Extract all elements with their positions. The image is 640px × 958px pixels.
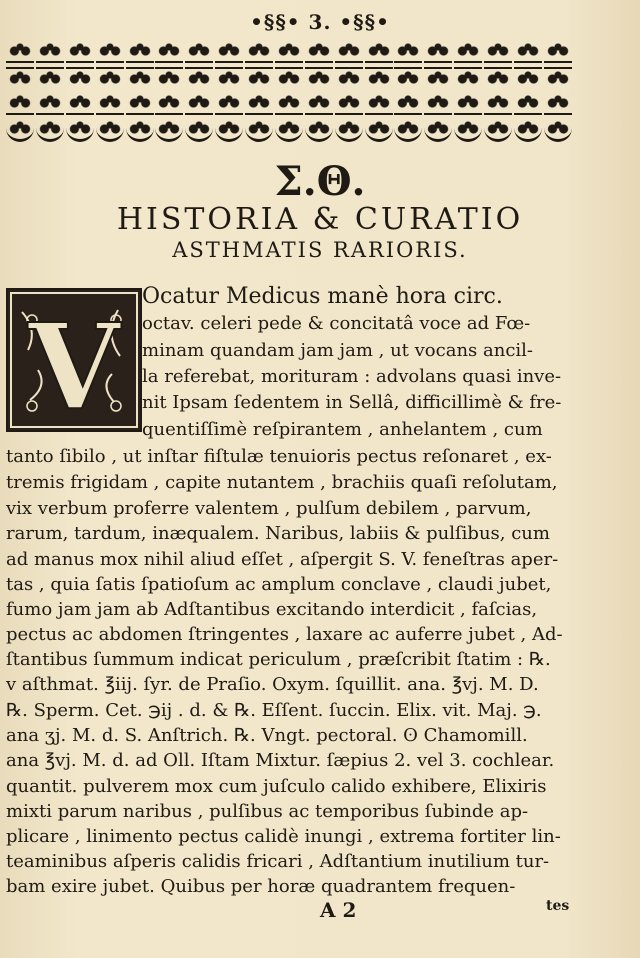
text-line: ad manus mox nihil aliud eſſet , aſpergit S. V. feneſtras aper- [6, 549, 559, 570]
text-line: Ocatur Medicus manè hora circ. [142, 284, 503, 309]
text-line: nit Ipsam ſedentem in Sellâ, difficillimè & fre- [142, 392, 562, 413]
decorated-initial [6, 288, 142, 432]
text-line: tanto ſibilo , ut inſtar fiſtulæ tenuioris pectus reſonaret , ex- [6, 446, 552, 467]
text-line: mixti parum naribus , pulſibus ac temporibus ſubinde ap- [6, 801, 529, 822]
text-line: plicare , linimento pectus calidè inungi , extrema fortiter lin- [6, 826, 561, 847]
text-line: ℞. Sperm. Cet. ℈ij . d. & ℞. Eſſent. ſuccin. Elix. vit. Maj. ℈. [6, 700, 542, 721]
page-number: •§§• 3. •§§• [250, 10, 390, 34]
drop-cap-letter: V [28, 297, 120, 430]
text-line: quantit. pulverem mox cum juſculo calido exhibere, Elixiris [6, 776, 547, 797]
signature-mark: A 2 [320, 898, 357, 922]
text-line: fumo jam jam ab Adſtantibus excitando interdicit , faſcias, [6, 599, 538, 620]
text-line: v aſthmat. ℥iij. ſyr. de Praſio. Oxym. ſquillit. ana. ℥vj. M. D. [6, 674, 539, 695]
text-line: ſtantibus ſummum indicat periculum , præſcribit ſtatim : ℞. [6, 649, 551, 670]
ornamental-headpiece [6, 38, 572, 142]
text-line: ana ℥vj. M. d. ad Oll. Iſtam Mixtur. ſæpius 2. vel 3. cochlear. [6, 750, 555, 771]
text-line: la referebat, morituram : advolans quasi inve- [142, 366, 562, 387]
catchword: tes [546, 898, 570, 914]
section-mark: Σ.Θ. [274, 158, 366, 205]
text-line: tas , quia ſatis ſpatioſum ac amplum conclave , claudi jubet, [6, 574, 552, 595]
text-line: minam quandam jam jam , ut vocans ancil- [142, 340, 533, 361]
text-line: bam exire jubet. Quibus per horæ quadrantem frequen- [6, 876, 516, 897]
chapter-subtitle: ASTHMATIS RARIORIS. [172, 238, 468, 262]
text-line: vix verbum proferre valentem , pulſum debilem , parvum, [6, 498, 532, 519]
text-line: rarum, tardum, inæqualem. Naribus, labiis & pulſibus, cum [6, 523, 550, 544]
text-line: quentiſſimè reſpirantem , anhelantem , cum [142, 419, 543, 440]
text-line: ana ʒj. M. d. S. Anſtrich. ℞. Vngt. pectoral. ʘ Chamomill. [6, 725, 528, 746]
text-line: octav. celeri pede & concitatâ voce ad Fœ- [142, 313, 531, 334]
chapter-title: HISTORIA & CURATIO [116, 202, 524, 237]
text-line: pectus ac abdomen ſtringentes , laxare ac auferre jubet , Ad- [6, 624, 563, 645]
text-line: teaminibus aſperis calidis fricari , Adſtantium inutilium tur- [6, 851, 550, 872]
text-line: tremis frigidam , capite nutantem , brachiis quaſi reſolutam, [6, 472, 558, 493]
